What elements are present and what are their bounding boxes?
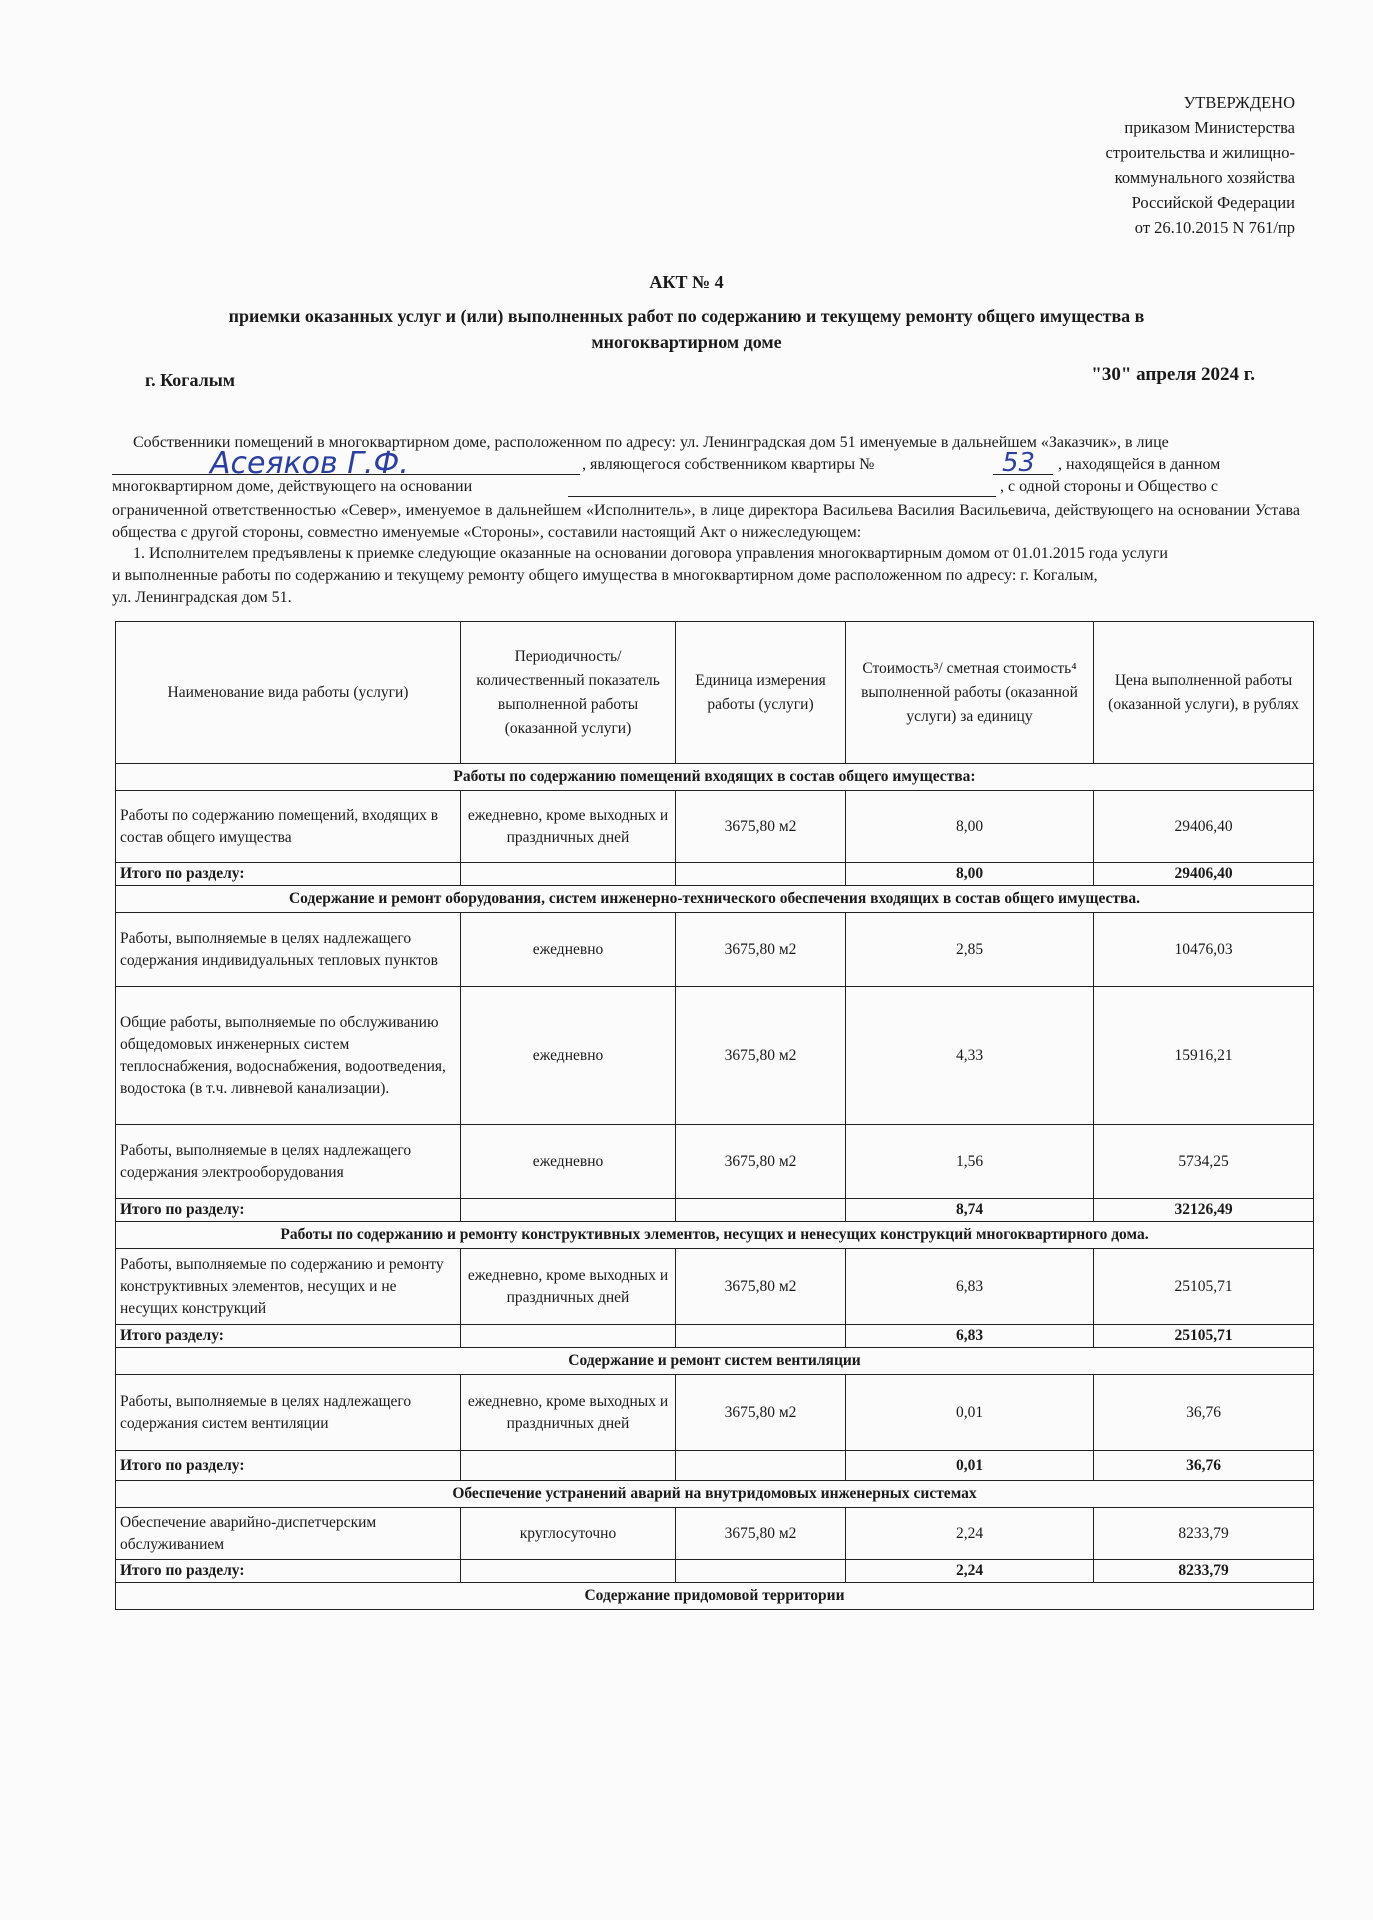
- section-title-row: [116, 886, 1314, 913]
- total-label: Итого по разделу:: [116, 863, 461, 886]
- approval-line: приказом Министерства: [1124, 118, 1295, 137]
- work-name: Общие работы, выполняемые по обслуживанию общедомовых инженерных систем теплоснабжения, водоснабжения, водоотведения, водостока (в т.ч. ливневой канализации).: [116, 987, 461, 1125]
- city: г. Когалым: [145, 370, 236, 390]
- work-name: Работы, выполняемые по содержанию и ремонту конструктивных элементов, несущих и не несущих конструкций: [116, 1249, 461, 1325]
- header-unit: Единица измерения работы (услуги): [676, 622, 846, 764]
- empty-cell: [461, 1325, 676, 1348]
- approval-line: от 26.10.2015 N 761/пр: [1134, 218, 1295, 237]
- table-row: [116, 1125, 1314, 1199]
- work-unit: 3675,80 м2: [676, 1375, 846, 1451]
- work-periodicity: ежедневно: [461, 913, 676, 987]
- work-price: 5734,25: [1094, 1125, 1314, 1199]
- section-title: Работы по содержанию помещений входящих в состав общего имущества:: [116, 764, 1314, 791]
- empty-cell: [461, 1451, 676, 1481]
- table-row: [116, 1375, 1314, 1451]
- act-date: "30" апреля 2024 г.: [1091, 364, 1255, 385]
- section-total-row: [116, 1451, 1314, 1481]
- total-price: 8233,79: [1094, 1560, 1314, 1583]
- approval-stamp-block: [1035, 90, 1295, 240]
- table-row: [116, 913, 1314, 987]
- basis-underline: [568, 496, 996, 497]
- empty-cell: [461, 1560, 676, 1583]
- empty-cell: [461, 1199, 676, 1222]
- total-label: Итого по разделу:: [116, 1451, 461, 1481]
- work-unit: 3675,80 м2: [676, 791, 846, 863]
- work-price: 36,76: [1094, 1375, 1314, 1451]
- work-name: Работы по содержанию помещений, входящих в состав общего имущества: [116, 791, 461, 863]
- point1-line-a: 1. Исполнителем предъявлены к приемке следующие оказанные на основании договора управления многоквартирным домом от 01.01.2015 года услуги: [133, 545, 1168, 562]
- total-price: 32126,49: [1094, 1199, 1314, 1222]
- total-price: 29406,40: [1094, 863, 1314, 886]
- intro-line2-mid: , являющегося собственником квартиры №: [582, 456, 875, 473]
- work-price: 29406,40: [1094, 791, 1314, 863]
- work-price: 15916,21: [1094, 987, 1314, 1125]
- intro-line1: Собственники помещений в многоквартирном доме, расположенном по адресу: ул. Ленинградская дом 51 именуемые в дальнейшем «Заказчик», в лице: [133, 434, 1169, 451]
- section-title: Содержание и ремонт оборудования, систем инженерно-технического обеспечения входящих в состав общего имущества.: [116, 886, 1314, 913]
- total-label: Итого по разделу:: [116, 1560, 461, 1583]
- header-name: Наименование вида работы (услуги): [116, 622, 461, 764]
- empty-cell: [676, 1560, 846, 1583]
- work-name: Работы, выполняемые в целях надлежащего содержания индивидуальных тепловых пунктов: [116, 913, 461, 987]
- work-periodicity: ежедневно, кроме выходных и праздничных дней: [461, 1375, 676, 1451]
- work-cost: 2,24: [846, 1508, 1094, 1560]
- approval-line: УТВЕРЖДЕНО: [1183, 93, 1295, 112]
- approval-line: коммунального хозяйства: [1114, 168, 1295, 187]
- work-cost: 4,33: [846, 987, 1094, 1125]
- section-title: Содержание и ремонт систем вентиляции: [116, 1348, 1314, 1375]
- representative-signature: Асеяков Г.Ф.: [210, 446, 409, 481]
- total-cost: 8,00: [846, 863, 1094, 886]
- work-name: Работы, выполняемые в целях надлежащего содержания электрооборудования: [116, 1125, 461, 1199]
- work-periodicity: ежедневно: [461, 1125, 676, 1199]
- empty-cell: [676, 1325, 846, 1348]
- work-cost: 8,00: [846, 791, 1094, 863]
- intro-paragraph-rest: ограниченной ответственностью «Север», именуемое в дальнейшем «Исполнитель», в лице директора Васильева Василия Васильевича, действующего на основании Устава общества с другой стороны, совместно именуемые «Стороны», составили настоящий Акт о нижеследующем:: [112, 502, 1300, 541]
- work-cost: 2,85: [846, 913, 1094, 987]
- section-title: Содержание придомовой территории: [116, 1583, 1314, 1610]
- section-total-row: [116, 1560, 1314, 1583]
- total-cost: 2,24: [846, 1560, 1094, 1583]
- total-label: Итого разделу:: [116, 1325, 461, 1348]
- work-periodicity: круглосуточно: [461, 1508, 676, 1560]
- table-row: [116, 791, 1314, 863]
- total-cost: 0,01: [846, 1451, 1094, 1481]
- section-total-row: [116, 863, 1314, 886]
- work-name: Работы, выполняемые в целях надлежащего содержания систем вентиляции: [116, 1375, 461, 1451]
- approval-line: Российской Федерации: [1131, 193, 1295, 212]
- section-title: Обеспечение устранений аварий на внутридомовых инженерных системах: [116, 1481, 1314, 1508]
- work-price: 8233,79: [1094, 1508, 1314, 1560]
- intro-line2-end: , находящейся в данном: [1058, 456, 1221, 473]
- work-cost: 6,83: [846, 1249, 1094, 1325]
- empty-cell: [676, 1451, 846, 1481]
- work-unit: 3675,80 м2: [676, 987, 846, 1125]
- header-periodicity: Периодичность/ количественный показатель выполненной работы (оказанной услуги): [461, 622, 676, 764]
- table-row: [116, 1508, 1314, 1560]
- services-table: [115, 621, 1314, 1610]
- act-title: АКТ № 4: [649, 272, 724, 292]
- total-cost: 6,83: [846, 1325, 1094, 1348]
- work-unit: 3675,80 м2: [676, 1508, 846, 1560]
- apartment-number-handwritten: 53: [1002, 448, 1036, 478]
- work-unit: 3675,80 м2: [676, 1249, 846, 1325]
- section-title-row: [116, 1481, 1314, 1508]
- section-total-row: [116, 1325, 1314, 1348]
- header-price: Цена выполненной работы (оказанной услуги), в рублях: [1094, 622, 1314, 764]
- total-cost: 8,74: [846, 1199, 1094, 1222]
- empty-cell: [676, 863, 846, 886]
- empty-cell: [676, 1199, 846, 1222]
- work-price: 25105,71: [1094, 1249, 1314, 1325]
- table-row: [116, 1249, 1314, 1325]
- total-price: 36,76: [1094, 1451, 1314, 1481]
- work-periodicity: ежедневно: [461, 987, 676, 1125]
- work-unit: 3675,80 м2: [676, 1125, 846, 1199]
- intro-line3-start: многоквартирном доме, действующего на основании: [112, 478, 473, 495]
- header-cost: Стоимость³/ сметная стоимость⁴ выполненной работы (оказанной услуги) за единицу: [846, 622, 1094, 764]
- section-title-row: [116, 1222, 1314, 1249]
- table-row: [116, 987, 1314, 1125]
- work-name: Обеспечение аварийно-диспетчерским обслуживанием: [116, 1508, 461, 1560]
- section-title-row: [116, 764, 1314, 791]
- work-unit: 3675,80 м2: [676, 913, 846, 987]
- act-subtitle-line1: приемки оказанных услуг и (или) выполненных работ по содержанию и текущему ремонту общего имущества в: [228, 306, 1145, 326]
- approval-line: строительства и жилищно-: [1105, 143, 1295, 162]
- intro-line3-end: , с одной стороны и Обществo с: [1000, 478, 1218, 495]
- section-title: Работы по содержанию и ремонту конструктивных элементов, несущих и ненесущих конструкций многоквартирного дома.: [116, 1222, 1314, 1249]
- point1-line-b: и выполненные работы по содержанию и текущему ремонту общего имущества в многоквартирном доме расположенном по адресу: г. Когалым,: [112, 567, 1098, 584]
- total-label: Итого по разделу:: [116, 1199, 461, 1222]
- work-periodicity: ежедневно, кроме выходных и праздничных дней: [461, 1249, 676, 1325]
- work-cost: 1,56: [846, 1125, 1094, 1199]
- section-title-row: [116, 1583, 1314, 1610]
- work-cost: 0,01: [846, 1375, 1094, 1451]
- section-total-row: [116, 1199, 1314, 1222]
- work-periodicity: ежедневно, кроме выходных и праздничных дней: [461, 791, 676, 863]
- work-price: 10476,03: [1094, 913, 1314, 987]
- section-title-row: [116, 1348, 1314, 1375]
- table-header-row: [116, 622, 1314, 764]
- empty-cell: [461, 863, 676, 886]
- total-price: 25105,71: [1094, 1325, 1314, 1348]
- act-subtitle-line2: многоквартирном доме: [591, 332, 782, 352]
- point1-line-c: ул. Ленинградская дом 51.: [112, 589, 292, 606]
